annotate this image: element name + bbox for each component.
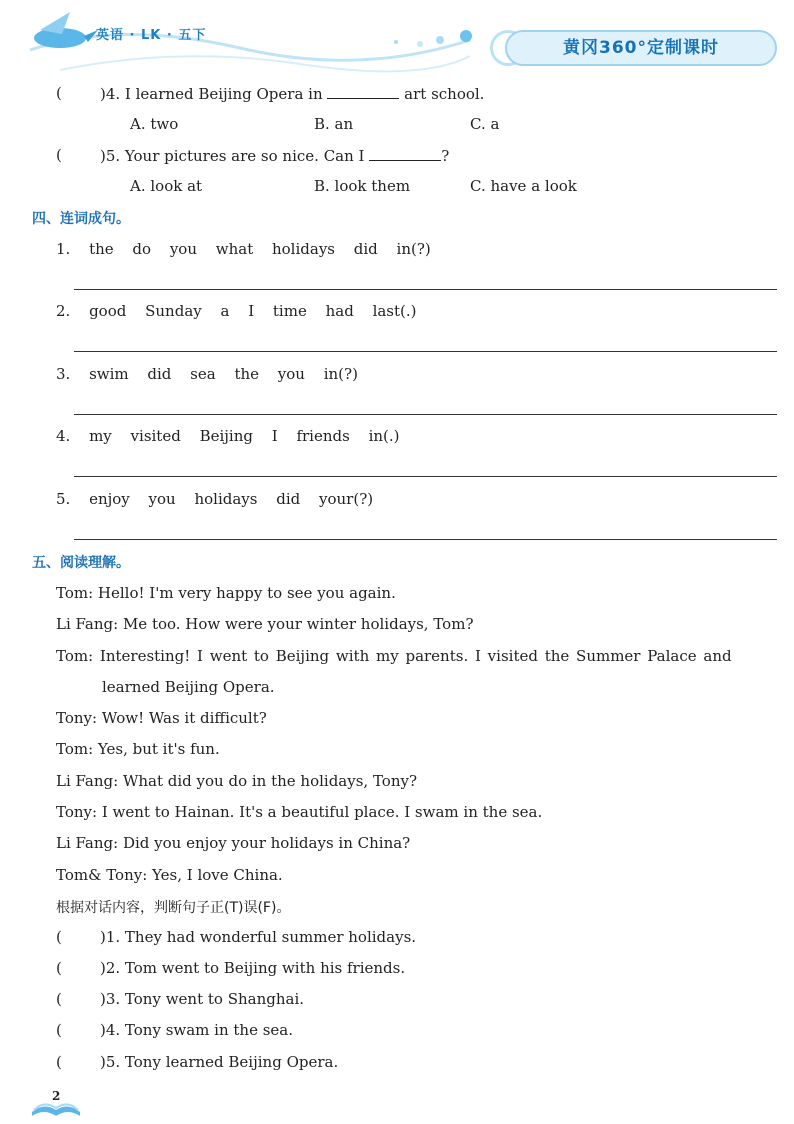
dialogue-line: learned Beijing Opera. bbox=[102, 678, 275, 696]
answer-blank[interactable] bbox=[327, 84, 399, 99]
subject-label: 英语 · LK · 五下 bbox=[96, 28, 207, 43]
dialogue-line: Li Fang: What did you do in the holidays, Tony? bbox=[56, 772, 418, 790]
page-header bbox=[0, 0, 794, 80]
answer-line[interactable] bbox=[74, 414, 777, 415]
tf-text: )2. Tom went to Beijing with his friends. bbox=[100, 959, 406, 977]
option-a: A. look at bbox=[130, 177, 203, 195]
word-order-item: 5. enjoy you holidays did your(?) bbox=[56, 490, 374, 508]
tf-text: )5. Tony learned Beijing Opera. bbox=[100, 1053, 339, 1071]
dialogue-line: Tom: Yes, but it's fun. bbox=[56, 740, 220, 758]
option-c: C. have a look bbox=[470, 177, 577, 195]
dialogue-line: Li Fang: Did you enjoy your holidays in China? bbox=[56, 834, 411, 852]
answer-paren[interactable]: ( bbox=[56, 84, 62, 102]
dialogue-line: Tom: Interesting! I went to Beijing with my parents. I visited the Summer Palace and bbox=[56, 647, 732, 665]
brand-title: 黄冈360°定制课时 bbox=[505, 30, 777, 66]
book-icon bbox=[30, 1098, 82, 1118]
option-b: B. an bbox=[314, 115, 354, 133]
dialogue-line: Tony: I went to Hainan. It's a beautiful place. I swam in the sea. bbox=[56, 803, 543, 821]
answer-line[interactable] bbox=[74, 289, 777, 290]
page-number: 2 bbox=[52, 1089, 61, 1103]
answer-paren[interactable]: ( bbox=[56, 928, 62, 946]
bird-wave-decoration-icon bbox=[0, 0, 480, 80]
answer-paren[interactable]: ( bbox=[56, 146, 62, 164]
tf-text: )3. Tony went to Shanghai. bbox=[100, 990, 305, 1008]
answer-paren[interactable]: ( bbox=[56, 1053, 62, 1071]
dialogue-line: Tony: Wow! Was it difficult? bbox=[56, 709, 267, 727]
section-4-title: 四、连词成句。 bbox=[32, 211, 130, 227]
word-order-item: 1. the do you what holidays did in(?) bbox=[56, 240, 431, 258]
section-5-title: 五、阅读理解。 bbox=[32, 555, 130, 571]
tf-text: )4. Tony swam in the sea. bbox=[100, 1021, 294, 1039]
tf-text: )1. They had wonderful summer holidays. bbox=[100, 928, 417, 946]
answer-paren[interactable]: ( bbox=[56, 990, 62, 1008]
word-order-item: 2. good Sunday a I time had last(.) bbox=[56, 302, 417, 320]
question-text: )5. Your pictures are so nice. Can I ? bbox=[100, 147, 450, 165]
word-order-item: 3. swim did sea the you in(?) bbox=[56, 365, 358, 383]
dialogue-line: Tom& Tony: Yes, I love China. bbox=[56, 866, 283, 884]
option-b: B. look them bbox=[314, 177, 411, 195]
tf-instruction: 根据对话内容，判断句子正(T)误(F)。 bbox=[56, 900, 291, 916]
option-c: C. a bbox=[470, 115, 500, 133]
answer-paren[interactable]: ( bbox=[56, 959, 62, 977]
option-a: A. two bbox=[130, 115, 179, 133]
dialogue-line: Tom: Hello! I'm very happy to see you again. bbox=[56, 584, 396, 602]
answer-paren[interactable]: ( bbox=[56, 1021, 62, 1039]
answer-line[interactable] bbox=[74, 539, 777, 540]
answer-blank[interactable] bbox=[369, 146, 441, 161]
question-text: )4. I learned Beijing Opera in art school. bbox=[100, 85, 485, 103]
word-order-item: 4. my visited Beijing I friends in(.) bbox=[56, 427, 400, 445]
answer-line[interactable] bbox=[74, 351, 777, 352]
answer-line[interactable] bbox=[74, 476, 777, 477]
dialogue-line: Li Fang: Me too. How were your winter holidays, Tom? bbox=[56, 615, 474, 633]
